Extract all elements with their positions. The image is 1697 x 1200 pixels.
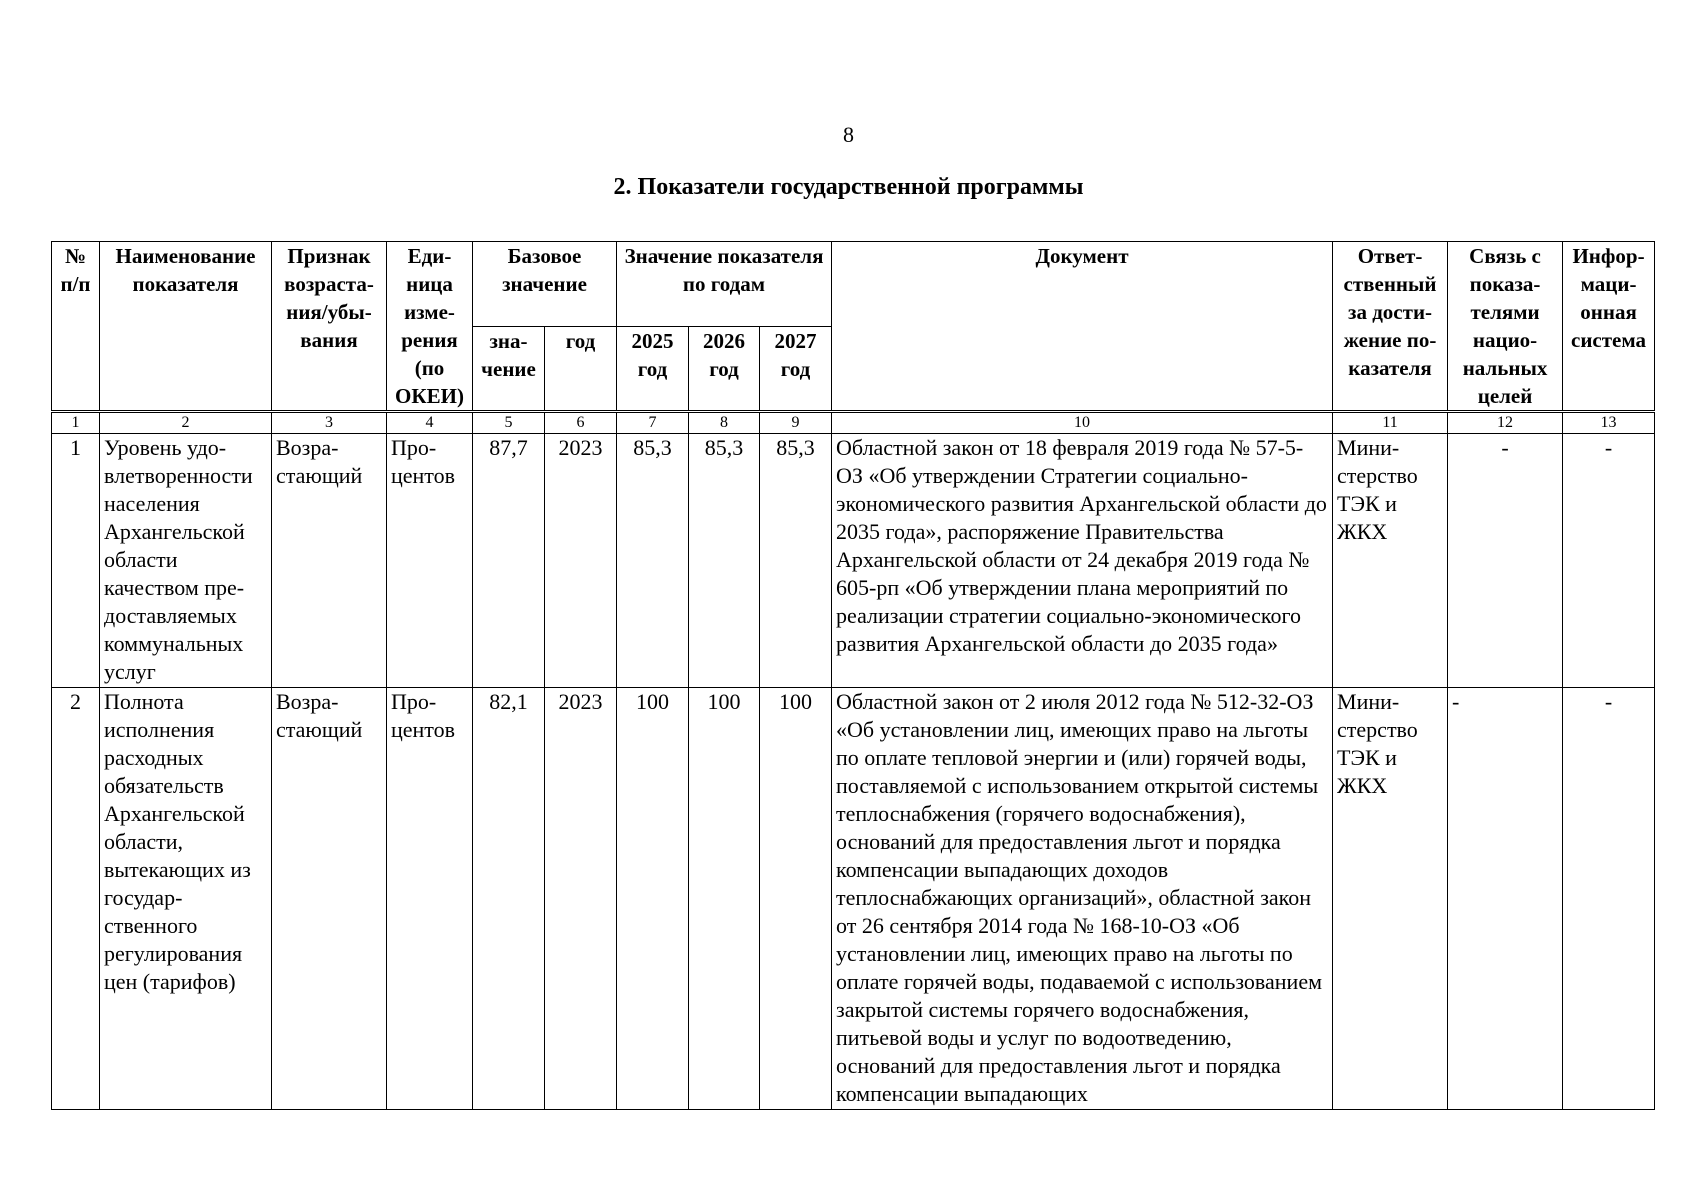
information-system: - — [1563, 434, 1655, 688]
header-year-2026: 2026 год — [689, 327, 760, 412]
document-text: Областной закон от 18 февраля 2019 года № 57-5-ОЗ «Об утверждении Стратегии социально-экономического развития Архангельской области до 2035 года», распоряжение Правительства Архангельской области от 24 декабря 2019 года № 605-рп «Об утверждении плана мероприятий по реализации стратегии социально-экономического развития Архангельской области до 2035 года» — [832, 434, 1333, 688]
header-base-value: зна-чение — [473, 327, 545, 412]
indicator-name: Уровень удо-влетворенности населения Архангельской области качеством пре-доставляемых коммунальных услуг — [100, 434, 272, 688]
document-text: Областной закон от 2 июля 2012 года № 512-32-ОЗ «Об установлении лиц, имеющих право на льготы по оплате тепловой энергии и (или) горячей воды, поставляемой с использованием открытой системы теплоснабжения (горячего водоснабжения), оснований для предоставления льгот и порядка компенсации выпадающих доходов теплоснабжающих организаций», областной закон от 26 сентября 2014 года № 168-10-ОЗ «Об установлении лиц, имеющих право на льготы по оплате горячей воды, подаваемой с использованием закрытой системы горячего водоснабжения, питьевой воды и услуг по водоотведению, оснований для предоставления льгот и порядка компенсации выпадающих — [832, 688, 1333, 1110]
header-name: Наименование показателя — [100, 242, 272, 412]
value-2027: 100 — [760, 688, 832, 1110]
value-2026: 85,3 — [689, 434, 760, 688]
base-year: 2023 — [545, 688, 617, 1110]
column-number: 11 — [1333, 412, 1448, 434]
indicator-name: Полнота исполнения расходных обязательств Архангельской области, вытекающих из государ-ственного регулирования цен (тарифов) — [100, 688, 272, 1110]
header-base: Базовое значение — [473, 242, 617, 327]
column-number: 13 — [1563, 412, 1655, 434]
national-goal-link: - — [1448, 688, 1563, 1110]
indicators-table — [51, 241, 1655, 1110]
header-trend: Признак возраста-ния/убы-вания — [272, 242, 387, 412]
value-2027: 85,3 — [760, 434, 832, 688]
column-number: 3 — [272, 412, 387, 434]
column-number: 12 — [1448, 412, 1563, 434]
column-number: 1 — [52, 412, 100, 434]
column-number-row — [52, 412, 1655, 434]
value-2026: 100 — [689, 688, 760, 1110]
base-value: 87,7 — [473, 434, 545, 688]
base-value: 82,1 — [473, 688, 545, 1110]
header-base-year: год — [545, 327, 617, 412]
header-document: Документ — [832, 242, 1333, 412]
indicator-unit: Про-центов — [387, 434, 473, 688]
information-system: - — [1563, 688, 1655, 1110]
header-infosys: Инфор-маци-онная система — [1563, 242, 1655, 412]
header-by-years: Значение показателя по годам — [617, 242, 832, 327]
header-year-2025: 2025 год — [617, 327, 689, 412]
national-goal-link: - — [1448, 434, 1563, 688]
header-num: № п/п — [52, 242, 100, 412]
column-number: 8 — [689, 412, 760, 434]
base-year: 2023 — [545, 434, 617, 688]
column-number: 4 — [387, 412, 473, 434]
header-link: Связь с показа-телями нацио-нальных целей — [1448, 242, 1563, 412]
value-2025: 100 — [617, 688, 689, 1110]
row-num: 1 — [52, 434, 100, 688]
responsible: Мини-стерство ТЭК и ЖКХ — [1333, 434, 1448, 688]
header-responsible: Ответ-ственный за дости-жение по-казателя — [1333, 242, 1448, 412]
table-row — [52, 434, 1655, 688]
table-header — [52, 242, 1655, 412]
indicator-trend: Возра-стающий — [272, 434, 387, 688]
column-number: 9 — [760, 412, 832, 434]
column-number: 7 — [617, 412, 689, 434]
page-number: 8 — [843, 122, 854, 147]
column-number: 2 — [100, 412, 272, 434]
responsible: Мини-стерство ТЭК и ЖКХ — [1333, 688, 1448, 1110]
column-number: 6 — [545, 412, 617, 434]
indicator-trend: Возра-стающий — [272, 688, 387, 1110]
page-title: 2. Показатели государственной программы — [613, 174, 1084, 200]
header-unit: Еди-ница изме-рения (по ОКЕИ) — [387, 242, 473, 412]
column-number: 10 — [832, 412, 1333, 434]
indicator-unit: Про-центов — [387, 688, 473, 1110]
table-row — [52, 688, 1655, 1110]
header-year-2027: 2027 год — [760, 327, 832, 412]
row-num: 2 — [52, 688, 100, 1110]
value-2025: 85,3 — [617, 434, 689, 688]
column-number: 5 — [473, 412, 545, 434]
